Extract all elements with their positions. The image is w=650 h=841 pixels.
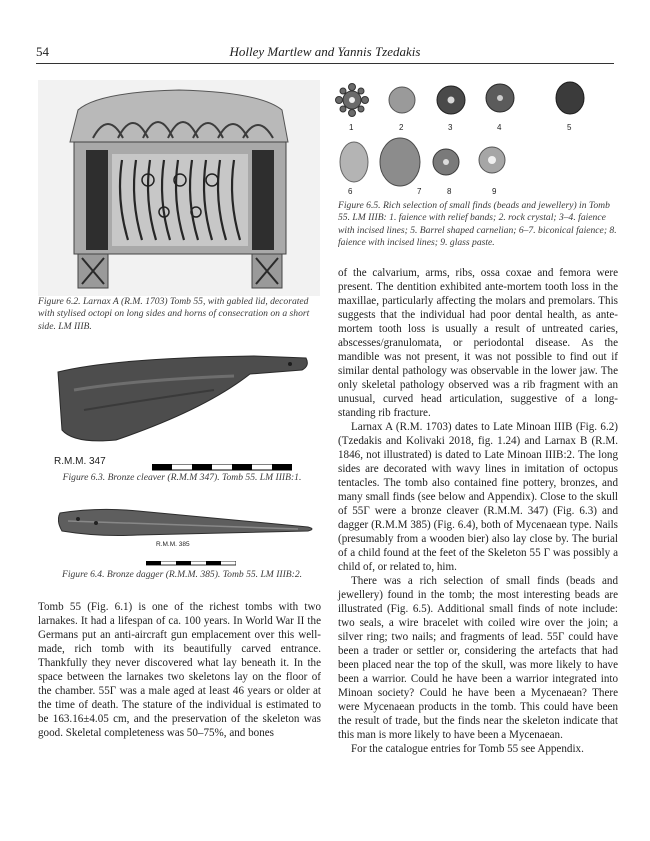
figure-6-3-caption: Figure 6.3. Bronze cleaver (R.M.M 347). Tomb 55. LM IIIB:1. (62, 472, 302, 483)
bronze-dagger-photo (58, 505, 318, 541)
cleaver-scale-bar (152, 459, 292, 467)
right-column-text (338, 266, 618, 756)
dagger-museum-label: R.M.M. 385 (156, 541, 190, 548)
running-head: Holley Martlew and Yannis Tzedakis (229, 44, 421, 59)
left-paragraph: Tomb 55 (Fig. 6.1) is one of the richest tombs with two larnakes. It had a lifespan of ca. 100 years. In World War II the Germans put an anti-aircraft gun emplacement over this well-made, rich tomb with its beautifully carved entrance. Thankfully they never discovered what lay beneath it. In the space between the larnakes two skeletons lay on the floor of the chamber. 55Γ was a male aged at least 46 years or older at the time of death. The stature of the individual is estimated to be 163.16±4.05 cm, and the preservation of the skeleton was good. Skeletal completeness was 50–75%, and bones (38, 601, 321, 739)
header-rule (36, 63, 614, 64)
page-number: 54 (36, 44, 49, 59)
right-paragraph-1: of the calvarium, arms, ribs, ossa coxae and femora were present. The dentition exhibited ante-mortem tooth loss in the maxillae, particularly affecting the molars and premolars. This suggests that the individual had poor dental health, as ante-mortem tooth loss is usually a result of untreated caries, abscesses/granulomata, or periodontal disease. As the mandible was not present, it was not possible to find out if similar dental pathology was observable in the lower jaw. The only skeletal pathology observed was a rib fragment with an unusual, curved head articulation, suggestive of a long-standing rib fracture. (338, 267, 618, 419)
figure-6-2-caption: Figure 6.2. Larnax A (R.M. 1703) Tomb 55, with gabled lid, decorated with stylised octopi on long sides and horns of consecration on a short side. LM IIIB. (38, 296, 310, 332)
svg-text:9: 9 (492, 187, 497, 196)
svg-text:2: 2 (399, 123, 404, 132)
svg-text:4: 4 (497, 123, 502, 132)
figure-6-5-caption: Figure 6.5. Rich selection of small finds (beads and jewellery) in Tomb 55. LM IIIB: 1. faience with relief bands; 2. rock crystal; 3–4. faience with incised lines; 5. Barrel shaped carnelian; 6–7. biconical faience; 8. faience with incised lines; 9. glass paste. (338, 200, 617, 249)
right-paragraph-3: There was a rich selection of small finds (beads and jewellery) found in the tomb; the most interesting beads are illustrated (Fig. 6.5). Additional small finds of note include: two seals, a wire bracelet with coiled wire over the join; a silver ring; two nails; and fragments of lead. 55Γ could have been a trader or settler or, considering the artefacts that had been placed near the top of the skull, was more likely to have been a warrior. Could he have been a warrior integrated into Minoan society? Could he have been a Mycenaean? There were Mycenaean products in the tomb. This could have been the result of trade, but the finds near the skeleton indicate that this man is more likely to have been a Mycenaean. (338, 575, 618, 741)
svg-text:7: 7 (417, 187, 422, 196)
figure-6-4-caption: Figure 6.4. Bronze dagger (R.M.M. 385). Tomb 55. LM IIIB:2. (61, 569, 303, 580)
bronze-cleaver-photo (54, 350, 312, 446)
dagger-scale-bar (146, 554, 236, 560)
svg-text:6: 6 (348, 187, 353, 196)
right-paragraph-2: Larnax A (R.M. 1703) dates to Late Minoan IIIB (Fig. 6.2) (Tzedakis and Kolivaki 2018, fig. 1.24) and Larnax B (R.M. 1846, not illustrated) is dated to Late Minoan IIIB:2. The long sides are decorated with wavy lines in imitation of octopus tentacles. The tomb also contained fine pottery, bronzes, and many small finds (see below and Appendix). Close to the skull of 55Γ were a bronze cleaver (R.M.M. 347) (Fig. 6.3) and dagger (R.M.M 385) (Fig. 6.4), both of Mycenaean type. Nails (presumably from a wooden bier) also lay close by. The burial of a child found at the feet of the Skeleton 55 Γ was possibly a child of, or related to, him. (338, 421, 618, 573)
svg-text:1: 1 (349, 123, 354, 132)
svg-text:8: 8 (447, 187, 452, 196)
svg-text:3: 3 (448, 123, 453, 132)
right-paragraph-4: For the catalogue entries for Tomb 55 see Appendix. (351, 743, 584, 755)
larnax-photo (38, 80, 320, 296)
cleaver-museum-label: R.M.M. 347 (54, 456, 106, 467)
left-column-text (38, 600, 321, 740)
small-finds-photo (334, 80, 618, 196)
svg-text:5: 5 (567, 123, 572, 132)
